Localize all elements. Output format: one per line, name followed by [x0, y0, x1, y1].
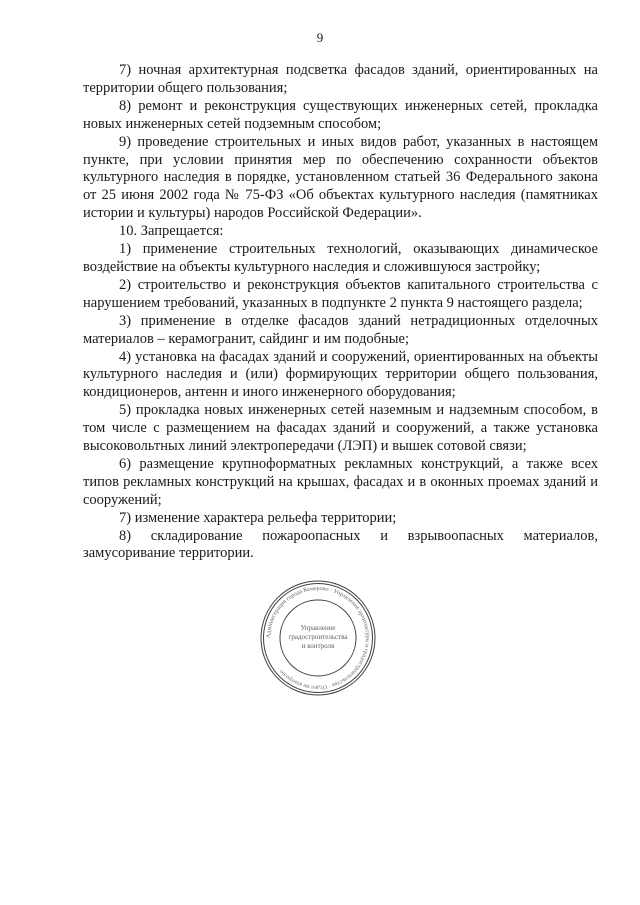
- prohibition-4: 4) установка на фасадах зданий и сооружений, ориентированных на объекты культурного наследия и (или) формирующих территории общего пользования, кондиционеров, антенн и иного инженерного оборудования;: [83, 348, 598, 401]
- prohibition-7: 7) изменение характера рельефа территории;: [119, 509, 397, 526]
- item-9-construction-works: 9) проведение строительных и иных видов работ, указанных в настоящем пункте, при условии принятия мер по обеспечению сохранности объектов культурного наследия в порядке, установленном статьей 36 Федерального закона от 25 июня 2002 года № 75-ФЗ «Об объектах культурного наследия (памятниках истории и культуры) народов Российской Федерации».: [83, 133, 598, 222]
- item-7-night-lighting: 7) ночная архитектурная подсветка фасадов зданий, ориентированных на территории общего пользования;: [83, 62, 598, 96]
- stamp-center-line-2: градостроительства: [288, 633, 348, 641]
- stamp-center-line-3: и контроля: [301, 642, 335, 650]
- prohibition-2: 2) строительство и реконструкция объектов капитального строительства с нарушением требований, указанных в подпункте 2 пункта 9 настоящего раздела;: [83, 276, 598, 311]
- section-10-heading: 10. Запрещается:: [119, 223, 224, 240]
- stamp-center-line-1: Управление: [300, 624, 336, 632]
- prohibition-6: 6) размещение крупноформатных рекламных конструкций, а также всех типов рекламных конструкций на крышах, фасадах и в оконных проемах зданий и сооружений;: [83, 455, 598, 508]
- prohibition-8: 8) складирование пожароопасных и взрывоопасных материалов, замусоривание территории.: [83, 527, 598, 562]
- item-8-engineering-networks: 8) ремонт и реконструкция существующих инженерных сетей, прокладка новых инженерных сетей подземным способом;: [83, 97, 598, 132]
- page-number: 9: [316, 30, 324, 45]
- prohibition-5: 5) прокладка новых инженерных сетей наземным и надземным способом, в том числе с размещением на фасадах зданий и сооружений, а также установка высоковольтных линий электропередачи (ЛЭП) и вышек сотовой связи;: [83, 402, 598, 455]
- official-stamp: [258, 578, 378, 698]
- prohibition-1: 1) применение строительных технологий, оказывающих динамическое воздействие на объекты культурного наследия и сложившуюся застройку;: [83, 241, 598, 275]
- document-body: [83, 62, 598, 563]
- prohibition-3: 3) применение в отделке фасадов зданий нетрадиционных отделочных материалов – керамогранит, сайдинг и им подобные;: [83, 312, 598, 347]
- stamp-ring-text: Администрация города Кемерово · Управление архитектуры и градостроительства · Отдел по контролю ·: [265, 585, 371, 691]
